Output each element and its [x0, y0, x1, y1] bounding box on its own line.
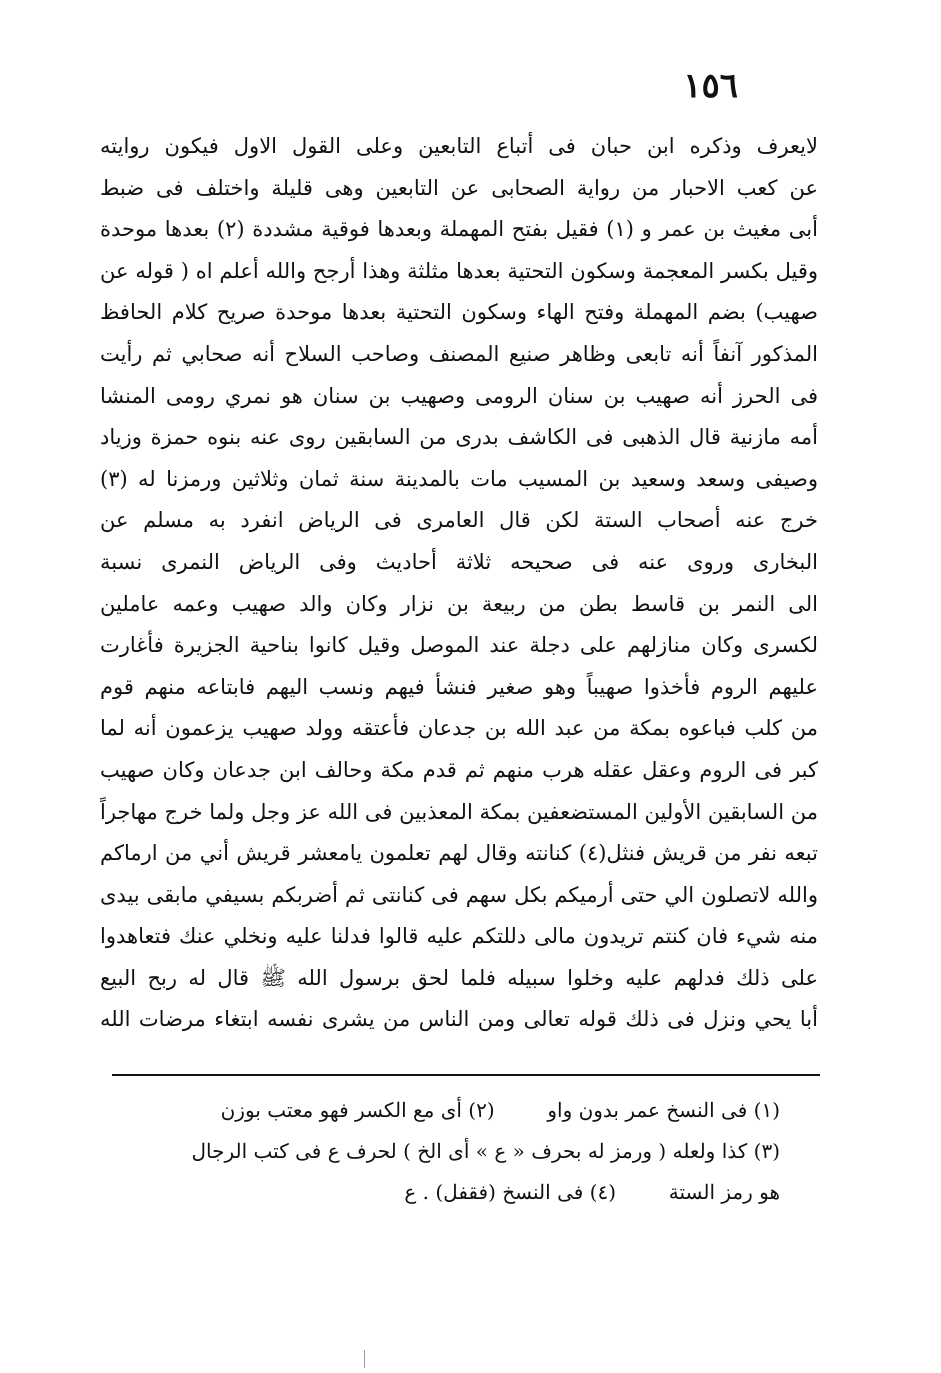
text-line: كبر فى الروم وعقل عقله هرب منهم ثم قدم مكة وحالف ابن جدعان وكان صهيب — [100, 757, 818, 782]
text-line: عن كعب الاحبار من رواية الصحابى عن التابعين وهى قليلة واختلف فى ضبط — [100, 175, 818, 200]
text-line: عليهم الروم فأخذوا صهيباً وهو صغير فنشأ فيهم ونسب اليهم فابتاعه منهم قوم — [100, 674, 818, 699]
text-line: خرج عنه أصحاب الستة لكن قال العامرى فى الرياض انفرد به مسلم عن — [100, 508, 818, 533]
text-line: صهيب) بضم المهملة وفتح الهاء وسكون التحتية بعدها موحدة صريح كلام الحافظ — [100, 300, 818, 325]
footnote-4: (٤) فى النسخ (فقفل) . ع — [404, 1180, 617, 1204]
text-line: من السابقين الأولين المستضعفين بمكة المعذبين فى الله عز وجل ولما خرج مهاجراً — [100, 799, 818, 824]
text-line: أبى مغيث بن عمر و (١) فقيل بفتح المهملة وبعدها فوقية مشددة (٢) بعدها موحدة — [100, 217, 818, 242]
text-line: على ذلك فدلهم عليه وخلوا سبيله فلما لحق برسول الله ﷺ قال له ربح البيع — [100, 965, 818, 990]
text-line: لكسرى وكان منازلهم على دجلة عند الموصل وقيل كانوا بناحية الجزيرة فأغارت — [100, 633, 818, 658]
text-line: وقيل بكسر المعجمة وسكون التحتية بعدها مثلثة وهذا أرجح والله أعلم اه ( قوله عن — [100, 258, 818, 283]
footnote-line — [130, 1172, 780, 1213]
footnote-1: (١) فى النسخ عمر بدون واو — [547, 1098, 780, 1122]
text-line: أمه مازنية قال الذهبى فى الكاشف بدرى من السابقين روى عنه بنوه حمزة وزياد — [100, 425, 818, 450]
main-text-block — [100, 126, 818, 1041]
text-line: وصيفى وسعد وسعيد بن المسيب مات بالمدينة سنة ثمان وثلاثين ورمزنا له (٣) — [100, 466, 818, 491]
footnote-separator — [112, 1074, 820, 1076]
text-line: أبا يحي ونزل فى ذلك قوله تعالى ومن الناس من يشرى نفسه ابتغاء مرضات الله — [100, 1007, 818, 1032]
footnote-3: (٣) كذا ولعله ( ورمز له بحرف « ع » أى الخ ) لحرف ع فى كتب الرجال — [191, 1139, 780, 1163]
page-number: ١٥٦ — [683, 66, 738, 106]
text-line: منه شيء فان كنتم تريدون مالى دللتكم عليه قالوا فدلنا عليه ونخلي عنك فتعاهدوا — [100, 924, 818, 949]
footnote-3-continuation: هو رمز الستة — [668, 1180, 780, 1204]
text-line: الى النمر بن قاسط بطن من ربيعة بن نزار وكان والد صهيب وعمه عاملين — [100, 591, 818, 616]
text-line: من كلب فباعوه بمكة من عبد الله بن جدعان فأعتقه وولد صهيب يزعمون أنه لما — [100, 716, 818, 741]
footnote-2: (٢) أى مع الكسر فهو معتب بوزن — [220, 1098, 495, 1122]
text-line: فى الحرز أنه صهيب بن سنان الرومى وصهيب بن سنان هو نمري رومى المنشا — [100, 383, 818, 408]
text-line: البخارى وروى عنه فى صحيحه ثلاثة أحاديث وفى الرياض النمرى نسبة — [100, 549, 818, 574]
footnotes-block — [130, 1090, 780, 1213]
text-line: لايعرف وذكره ابن حبان فى أتباع التابعين وعلى القول الاول فيكون روايته — [100, 134, 818, 158]
scan-mark — [364, 1350, 365, 1368]
text-line: والله لاتصلون الي حتى أرميكم بكل سهم فى كنانتى ثم أضربكم بسيفي مابقى بيدى — [100, 882, 818, 907]
footnote-line — [130, 1131, 780, 1172]
text-line: تبعه نفر من قريش فنثل(٤) كنانته وقال لهم تعلمون يامعشر قريش أني من ارماكم — [100, 841, 818, 866]
text-line: المذكور آنفاً أنه تابعى وظاهر صنيع المصنف وصاحب السلاح أنه صحابي ثم رأيت — [100, 341, 818, 366]
footnote-line — [130, 1090, 780, 1131]
